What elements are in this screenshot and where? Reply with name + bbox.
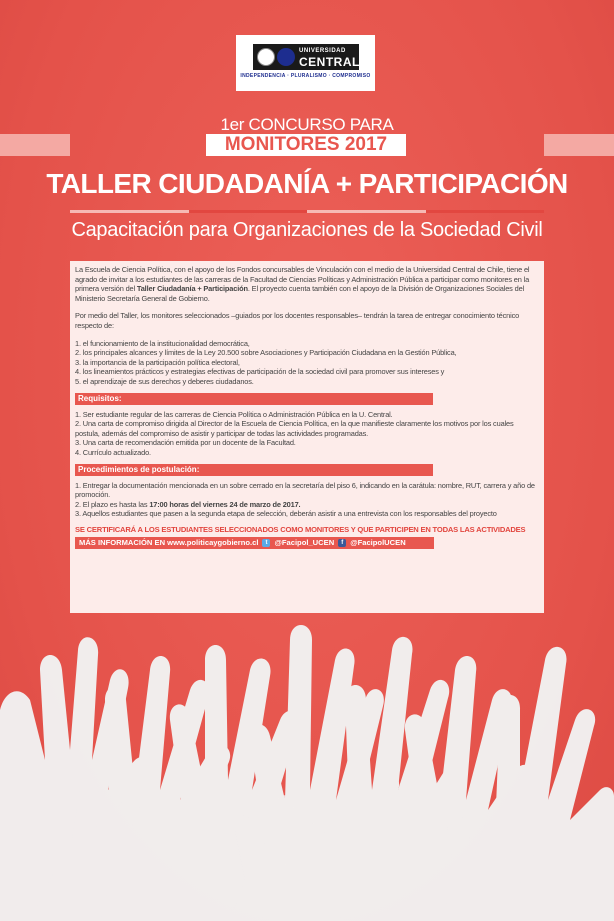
raised-hands-illustration bbox=[0, 590, 614, 921]
list-item: 2. Una carta de compromiso dirigida al Director de la Escuela de Ciencia Política, en la que manifieste claramente los motivos por los cuales postula, además del compromiso de asistir y participar de todas las actividades programadas. bbox=[75, 419, 514, 438]
list-item: 5. el aprendizaje de sus derechos y deberes ciudadanos. bbox=[75, 376, 254, 386]
list-item: 3. la importancia de la participación política electoral, bbox=[75, 357, 240, 367]
more-info-link[interactable]: MÁS INFORMACIÓN EN www.politicaygobierno.cl bbox=[79, 537, 259, 547]
topics-list bbox=[75, 339, 539, 387]
title-divider bbox=[70, 210, 544, 213]
logo-white-circle-icon bbox=[257, 48, 275, 66]
list-item: 4. los lineamientos prácticos y estrategias efectivas de participación de la sociedad civil para promover sus intereses y bbox=[75, 367, 445, 377]
facebook-handle[interactable]: @FacipolUCEN bbox=[350, 537, 406, 547]
deadline-text: 2. El plazo es hasta las bbox=[75, 499, 150, 509]
decorative-bar-right bbox=[544, 134, 614, 156]
intro-text: La Escuela de Ciencia Política, con el apoyo de los Fondos concursables de Vinculación con el medio de la Universidad Central de Chile, tiene el agrado de invitar a los estudiantes de las carreras de la Facultad de Ciencias Políticas y Administración Pública a participar como monitores en la primera versión del bbox=[75, 265, 530, 294]
workshop-title: TALLER CIUDADANÍA + PARTICIPACIÓN bbox=[46, 168, 568, 199]
requirements-heading: Requisitos: bbox=[75, 393, 433, 405]
list-item: 1. Entregar la documentación mencionada en un sobre cerrado en la secretaría del piso 6, indicando en la carátula: nombre, RUT, carrera y año de promoción. bbox=[75, 480, 535, 500]
info-panel bbox=[70, 261, 544, 613]
list-item: 1. el funcionamiento de la institucionalidad democrática, bbox=[75, 338, 250, 348]
logo-banner bbox=[253, 44, 359, 70]
monitors-banner: MONITORES 2017 bbox=[206, 134, 406, 156]
logo-university-text: UNIVERSIDAD bbox=[299, 48, 346, 54]
list-item bbox=[75, 500, 539, 510]
procedure-list bbox=[75, 481, 539, 519]
certification-notice: SE CERTIFICARÁ A LOS ESTUDIANTES SELECCIONADOS COMO MONITORES Y QUE PARTICIPEN EN TODAS LAS ACTIVIDADES bbox=[75, 524, 526, 534]
twitter-handle[interactable]: @Facipol_UCEN bbox=[274, 537, 335, 547]
twitter-icon: t bbox=[262, 539, 270, 547]
list-item: 3. Una carta de recomendación emitida por un docente de la Facultad. bbox=[75, 438, 296, 448]
workshop-subtitle: Capacitación para Organizaciones de la Sociedad Civil bbox=[71, 219, 543, 241]
logo-blue-circle-icon bbox=[277, 48, 295, 66]
task-intro: Por medio del Taller, los monitores seleccionados –guiados por los docentes responsables– tendrán la tarea de entregar conocimiento técnico respecto de: bbox=[75, 311, 520, 330]
requirements-list bbox=[75, 410, 539, 458]
procedure-heading: Procedimientos de postulación: bbox=[75, 464, 433, 476]
list-item: 1. Ser estudiante regular de las carreras de Ciencia Política o Administración Pública en la U. Central. bbox=[75, 409, 393, 419]
logo-central-text: CENTRAL bbox=[299, 55, 360, 69]
list-item: 4. Currículo actualizado. bbox=[75, 447, 151, 457]
decorative-bar-left bbox=[0, 134, 70, 156]
list-item: 3. Aquellos estudiantes que pasen a la segunda etapa de selección, deberán asistir a una entrevista con los responsables del proyecto bbox=[75, 509, 497, 519]
deadline-date: 17:00 horas del viernes 24 de marzo de 2017. bbox=[149, 499, 301, 509]
intro-workshop-name: Taller Ciudadanía + Participación bbox=[136, 284, 248, 294]
list-item: 2. los principales alcances y límites de la Ley 20.500 sobre Asociaciones y Participación Ciudadana en la Gestión Pública, bbox=[75, 348, 457, 358]
contest-heading: 1er CONCURSO PARA bbox=[220, 115, 394, 134]
logo-motto: INDEPENDENCIA · PLURALISMO · COMPROMISO bbox=[240, 73, 371, 79]
more-info-bar bbox=[75, 537, 434, 549]
intro-text-end: . El proyecto cuenta también con el apoyo de la División de Organizaciones Sociales del Ministerio Secretaría General de Gobierno. bbox=[75, 284, 525, 303]
facebook-icon: f bbox=[338, 539, 346, 547]
university-logo bbox=[236, 35, 375, 91]
intro-paragraph bbox=[75, 265, 539, 303]
